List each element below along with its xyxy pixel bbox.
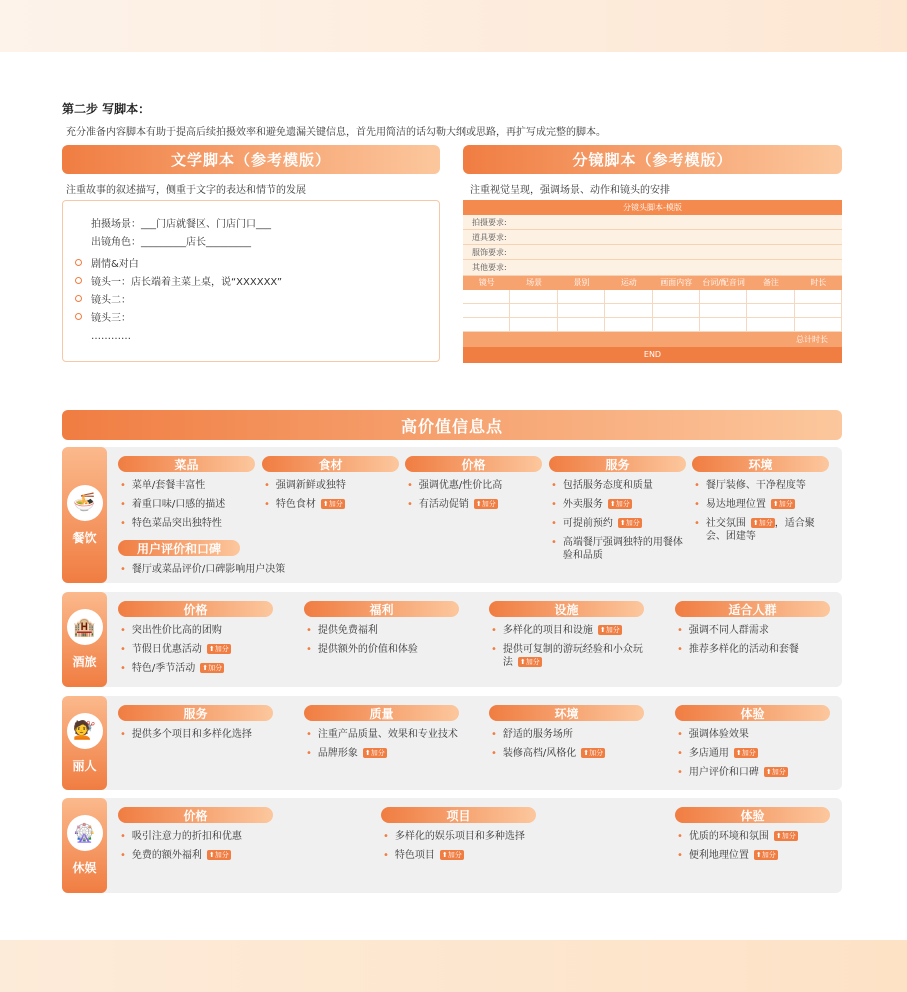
storyboard-requirement: 服饰要求: bbox=[463, 245, 842, 260]
topic-points bbox=[264, 479, 404, 517]
point-text: 便利地理位置 ⬆加分 bbox=[688, 850, 776, 861]
storyboard-cell bbox=[700, 318, 747, 332]
list-item bbox=[120, 643, 280, 656]
bonus-tag: ⬆加分 bbox=[208, 851, 229, 859]
info-banner: 高价值信息点 bbox=[62, 410, 842, 440]
bullet-dot-icon: • bbox=[120, 831, 126, 842]
list-item bbox=[694, 517, 834, 543]
list-item bbox=[694, 498, 834, 511]
bullet-dot-icon: • bbox=[306, 644, 312, 655]
topic-points bbox=[120, 479, 238, 536]
storyboard-cell bbox=[700, 304, 747, 318]
category-icon: 🍜 bbox=[67, 485, 103, 521]
script-item: 镜头三： bbox=[75, 309, 131, 324]
topic-points bbox=[120, 830, 360, 868]
bonus-tag: ⬆加分 bbox=[765, 768, 786, 776]
topic-points bbox=[383, 830, 623, 868]
bonus-tag: ⬆加分 bbox=[752, 519, 773, 527]
point-text: 餐厅装修、干净程度等 bbox=[705, 480, 806, 491]
list-item bbox=[306, 624, 466, 637]
bonus-tag: ⬆加分 bbox=[609, 500, 630, 508]
bullet-ring-icon bbox=[75, 313, 82, 320]
info-row-0 bbox=[62, 447, 842, 583]
bullet-dot-icon: • bbox=[491, 729, 497, 740]
list-item bbox=[264, 498, 404, 511]
topic-pill: 体验 bbox=[675, 807, 830, 823]
list-item bbox=[551, 498, 691, 511]
storyboard-cell bbox=[653, 290, 700, 304]
topic-points bbox=[120, 728, 280, 747]
bullet-dot-icon: • bbox=[551, 480, 557, 491]
topic-points bbox=[694, 479, 834, 549]
topic-pill: 设施 bbox=[489, 601, 644, 617]
point-text: 提供多个项目和多样化选择 bbox=[131, 729, 252, 740]
category-side-label bbox=[62, 592, 107, 687]
point-text: 有活动促销 ⬆加分 bbox=[418, 499, 496, 510]
topic-pill: 质量 bbox=[304, 705, 459, 721]
topic-pill: 体验 bbox=[675, 705, 830, 721]
bullet-dot-icon: • bbox=[694, 499, 700, 510]
list-item bbox=[407, 498, 547, 511]
point-text: 高端餐厅强调独特的用餐体验和品质 bbox=[562, 537, 683, 561]
bullet-dot-icon: • bbox=[677, 748, 683, 759]
list-item bbox=[120, 563, 370, 576]
point-text: 可提前预约 ⬆加分 bbox=[562, 518, 640, 529]
topic-pill: 价格 bbox=[118, 601, 273, 617]
point-text: 多样化的项目和设施 ⬆加分 bbox=[502, 625, 620, 636]
list-item bbox=[551, 536, 691, 562]
point-text: 餐厅或菜品评价/口碑影响用户决策 bbox=[131, 564, 286, 575]
info-row-2 bbox=[62, 696, 842, 790]
point-text: 注重产品质量、效果和专业技术 bbox=[317, 729, 458, 740]
column-header: 景别 bbox=[573, 278, 590, 287]
category-side-label bbox=[62, 798, 107, 893]
storyboard-cell bbox=[747, 304, 794, 318]
storyboard-cell bbox=[510, 318, 557, 332]
bonus-tag: ⬆加分 bbox=[364, 749, 385, 757]
topic-pill: 价格 bbox=[405, 456, 542, 472]
bullet-dot-icon: • bbox=[694, 518, 700, 529]
bullet-dot-icon: • bbox=[407, 480, 413, 491]
bullet-dot-icon: • bbox=[120, 625, 126, 636]
bullet-dot-icon: • bbox=[120, 644, 126, 655]
topic-pill: 适合人群 bbox=[675, 601, 830, 617]
list-item bbox=[264, 479, 404, 492]
storyboard-cell bbox=[700, 290, 747, 304]
script-ellipsis: ………… bbox=[91, 331, 131, 342]
point-text: 菜单/套餐丰富性 bbox=[131, 480, 206, 491]
storyboard-requirement: 其他要求: bbox=[463, 260, 842, 276]
point-text: 推荐多样化的活动和套餐 bbox=[688, 644, 799, 655]
bonus-tag: ⬆加分 bbox=[322, 500, 343, 508]
list-item bbox=[383, 830, 623, 843]
topic-pill: 价格 bbox=[118, 807, 273, 823]
topic-pill: 食材 bbox=[262, 456, 399, 472]
bullet-dot-icon: • bbox=[677, 625, 683, 636]
column-header: 场景 bbox=[526, 278, 543, 287]
storyboard-cell bbox=[510, 304, 557, 318]
topic-pill: 服务 bbox=[549, 456, 686, 472]
topic-points bbox=[677, 728, 837, 785]
topic-pill: 用户评价和口碑 bbox=[118, 540, 240, 556]
storyboard-cell bbox=[653, 304, 700, 318]
point-text: 多店通用 ⬆加分 bbox=[688, 748, 756, 759]
step-description: 充分准备内容脚本有助于提高后续拍摄效率和避免遗漏关键信息，首先用简洁的话勾勒大纲或思路，再扩写成完整的脚本。 bbox=[66, 127, 606, 138]
point-text: 易达地理位置 ⬆加分 bbox=[705, 499, 793, 510]
point-text: 特色菜品突出独特性 bbox=[131, 518, 222, 529]
bonus-tag: ⬆加分 bbox=[208, 645, 229, 653]
point-text: 社交氛围 ⬆加分 ，适合聚会、团建等 bbox=[705, 518, 815, 542]
column-header: 运动 bbox=[620, 278, 637, 287]
list-item bbox=[677, 624, 837, 637]
list-item bbox=[306, 728, 466, 741]
column-header: 镜号 bbox=[478, 278, 495, 287]
point-text: 着重口味/口感的描述 bbox=[131, 499, 226, 510]
script-item: 镜头二： bbox=[75, 291, 131, 306]
list-item bbox=[306, 643, 466, 656]
literary-script-banner: 文学脚本（参考模版） bbox=[62, 145, 440, 174]
bullet-dot-icon: • bbox=[551, 499, 557, 510]
category-label: 餐饮 bbox=[72, 530, 97, 545]
literary-script-template bbox=[62, 200, 440, 362]
bullet-dot-icon: • bbox=[491, 644, 497, 655]
bullet-dot-icon: • bbox=[551, 537, 557, 548]
topic-points bbox=[306, 624, 466, 662]
storyboard-cell bbox=[558, 318, 605, 332]
list-item bbox=[120, 479, 238, 492]
bonus-tag: ⬆加分 bbox=[475, 500, 496, 508]
list-item bbox=[551, 517, 691, 530]
list-item bbox=[491, 643, 651, 669]
bullet-dot-icon: • bbox=[677, 831, 683, 842]
bullet-dot-icon: • bbox=[306, 729, 312, 740]
storyboard-grid bbox=[463, 290, 842, 332]
topic-pill: 环境 bbox=[489, 705, 644, 721]
storyboard-cell bbox=[463, 304, 510, 318]
category-side-label bbox=[62, 696, 107, 790]
bullet-dot-icon: • bbox=[383, 831, 389, 842]
storyboard-requirement: 道具要求: bbox=[463, 230, 842, 245]
top-decor-bar bbox=[0, 0, 907, 52]
storyboard-cell bbox=[558, 304, 605, 318]
list-item bbox=[120, 624, 280, 637]
bullet-dot-icon: • bbox=[120, 518, 126, 529]
bonus-tag: ⬆加分 bbox=[202, 664, 223, 672]
list-item bbox=[491, 624, 651, 637]
point-text: 品牌形象 ⬆加分 bbox=[317, 748, 385, 759]
list-item bbox=[306, 747, 466, 760]
storyboard-cell bbox=[747, 318, 794, 332]
category-label: 丽人 bbox=[72, 758, 97, 773]
point-text: 舒适的服务场所 bbox=[502, 729, 573, 740]
list-item bbox=[677, 747, 837, 760]
bonus-tag: ⬆加分 bbox=[583, 749, 604, 757]
storyboard-cell bbox=[747, 290, 794, 304]
list-item bbox=[120, 728, 280, 741]
category-label: 酒旅 bbox=[72, 655, 97, 669]
point-text: 包括服务态度和质量 bbox=[562, 480, 653, 491]
point-text: 强调体验效果 bbox=[688, 729, 749, 740]
bonus-tag: ⬆加分 bbox=[772, 500, 793, 508]
storyboard-end: END bbox=[463, 347, 842, 363]
topic-points bbox=[120, 563, 370, 582]
list-item bbox=[491, 747, 651, 760]
point-text: 提供可复制的游玩经验和小众玩法 ⬆加分 bbox=[502, 644, 643, 668]
storyboard-total: 总计时长 bbox=[463, 332, 842, 347]
column-header: 备注 bbox=[762, 278, 779, 287]
step-title: 第二步 写脚本： bbox=[62, 102, 151, 116]
point-text: 特色/季节活动 ⬆加分 bbox=[131, 663, 223, 674]
bonus-tag: ⬆加分 bbox=[599, 626, 620, 634]
point-text: 特色食材 ⬆加分 bbox=[275, 499, 343, 510]
column-header: 台词/配音词 bbox=[702, 278, 745, 287]
topic-pill: 服务 bbox=[118, 705, 273, 721]
point-text: 强调不同人群需求 bbox=[688, 625, 769, 636]
point-text: 特色项目 ⬆加分 bbox=[394, 850, 462, 861]
bonus-tag: ⬆加分 bbox=[755, 851, 776, 859]
bullet-dot-icon: • bbox=[694, 480, 700, 491]
shooting-scene-line: 拍摄场景：___门店就餐区、门店门口___ bbox=[91, 219, 271, 230]
topic-points bbox=[407, 479, 547, 517]
bullet-dot-icon: • bbox=[306, 748, 312, 759]
topic-points bbox=[491, 728, 651, 766]
topic-points bbox=[551, 479, 691, 568]
storyboard-script-note: 注重视觉呈现，强调场景、动作和镜头的安排 bbox=[470, 185, 670, 196]
point-text: 外卖服务 ⬆加分 bbox=[562, 499, 630, 510]
list-item bbox=[677, 849, 837, 862]
list-item bbox=[694, 479, 834, 492]
bullet-dot-icon: • bbox=[491, 625, 497, 636]
bullet-dot-icon: • bbox=[306, 625, 312, 636]
topic-points bbox=[491, 624, 651, 675]
bullet-dot-icon: • bbox=[383, 850, 389, 861]
storyboard-cell bbox=[558, 290, 605, 304]
bullet-ring-icon bbox=[75, 295, 82, 302]
topic-points bbox=[677, 624, 837, 662]
info-row-3 bbox=[62, 798, 842, 893]
point-text: 提供免费福利 bbox=[317, 625, 378, 636]
list-item bbox=[120, 517, 238, 530]
storyboard-cell bbox=[605, 318, 652, 332]
list-item bbox=[677, 830, 837, 843]
role-line: 出镜角色：_________店长_________ bbox=[91, 237, 251, 248]
bonus-tag: ⬆加分 bbox=[775, 832, 796, 840]
bullet-dot-icon: • bbox=[677, 729, 683, 740]
point-text: 强调优惠/性价比高 bbox=[418, 480, 503, 491]
bullet-dot-icon: • bbox=[677, 767, 683, 778]
bullet-dot-icon: • bbox=[120, 480, 126, 491]
bonus-tag: ⬆加分 bbox=[735, 749, 756, 757]
storyboard-cell bbox=[795, 290, 842, 304]
bullet-dot-icon: • bbox=[120, 499, 126, 510]
point-text: 强调新鲜或独特 bbox=[275, 480, 346, 491]
storyboard-cell bbox=[510, 290, 557, 304]
storyboard-cell bbox=[653, 318, 700, 332]
bullet-dot-icon: • bbox=[120, 663, 126, 674]
storyboard-requirement: 拍摄要求: bbox=[463, 215, 842, 230]
bullet-dot-icon: • bbox=[677, 850, 683, 861]
bullet-dot-icon: • bbox=[120, 850, 126, 861]
topic-points bbox=[677, 830, 837, 868]
point-text: 提供额外的价值和体验 bbox=[317, 644, 418, 655]
point-text: 节假日优惠活动 ⬆加分 bbox=[131, 644, 229, 655]
list-item bbox=[677, 643, 837, 656]
list-item bbox=[407, 479, 547, 492]
bullet-dot-icon: • bbox=[491, 748, 497, 759]
bullet-dot-icon: • bbox=[264, 480, 270, 491]
list-item bbox=[383, 849, 623, 862]
storyboard-cell bbox=[463, 290, 510, 304]
list-item bbox=[551, 479, 691, 492]
script-item: 剧情&对白 bbox=[75, 255, 139, 270]
bullet-dot-icon: • bbox=[407, 499, 413, 510]
storyboard-cell bbox=[605, 290, 652, 304]
bullet-dot-icon: • bbox=[551, 518, 557, 529]
column-header: 画面内容 bbox=[660, 278, 693, 287]
category-label: 休娱 bbox=[72, 861, 97, 875]
point-text: 用户评价和口碑 ⬆加分 bbox=[688, 767, 786, 778]
list-item bbox=[120, 830, 360, 843]
storyboard-script-banner: 分镜脚本（参考模版） bbox=[463, 145, 842, 174]
point-text: 优质的环境和氛围 ⬆加分 bbox=[688, 831, 796, 842]
bonus-tag: ⬆加分 bbox=[619, 519, 640, 527]
script-item: 镜头一：店长端着主菜上桌，说“XXXXXX” bbox=[75, 273, 282, 288]
bullet-dot-icon: • bbox=[120, 729, 126, 740]
storyboard-template bbox=[463, 200, 842, 363]
bonus-tag: ⬆加分 bbox=[441, 851, 462, 859]
bullet-ring-icon bbox=[75, 259, 82, 266]
storyboard-columns bbox=[463, 276, 842, 290]
topic-points bbox=[306, 728, 466, 766]
bullet-dot-icon: • bbox=[677, 644, 683, 655]
bottom-decor-bar bbox=[0, 940, 907, 992]
topic-pill: 环境 bbox=[692, 456, 829, 472]
topic-points bbox=[120, 624, 280, 681]
storyboard-head: 分镜头脚本-模版 bbox=[463, 200, 842, 215]
list-item bbox=[677, 728, 837, 741]
list-item bbox=[677, 766, 837, 779]
info-row-1 bbox=[62, 592, 842, 687]
list-item bbox=[491, 728, 651, 741]
storyboard-cell bbox=[463, 318, 510, 332]
storyboard-cell bbox=[605, 304, 652, 318]
column-header: 时长 bbox=[810, 278, 827, 287]
category-icon: 🏨 bbox=[67, 609, 103, 645]
bullet-dot-icon: • bbox=[264, 499, 270, 510]
topic-pill: 项目 bbox=[381, 807, 536, 823]
bullet-dot-icon: • bbox=[120, 564, 126, 575]
point-text: 吸引注意力的折扣和优惠 bbox=[131, 831, 242, 842]
category-side-label bbox=[62, 447, 107, 583]
topic-pill: 福利 bbox=[304, 601, 459, 617]
storyboard-cell bbox=[795, 304, 842, 318]
category-icon: 💇 bbox=[67, 713, 103, 749]
list-item bbox=[120, 498, 238, 511]
storyboard-cell bbox=[795, 318, 842, 332]
point-text: 多样化的娱乐项目和多种选择 bbox=[394, 831, 525, 842]
category-icon: 🎡 bbox=[67, 815, 103, 851]
topic-pill: 菜品 bbox=[118, 456, 255, 472]
literary-script-note: 注重故事的叙述描写，侧重于文字的表达和情节的发展 bbox=[66, 185, 306, 196]
point-text: 免费的额外福利 ⬆加分 bbox=[131, 850, 229, 861]
list-item bbox=[120, 849, 360, 862]
bullet-ring-icon bbox=[75, 277, 82, 284]
list-item bbox=[120, 662, 280, 675]
point-text: 突出性价比高的团购 bbox=[131, 625, 222, 636]
point-text: 装修高档/风格化 ⬆加分 bbox=[502, 748, 604, 759]
bonus-tag: ⬆加分 bbox=[519, 658, 540, 666]
